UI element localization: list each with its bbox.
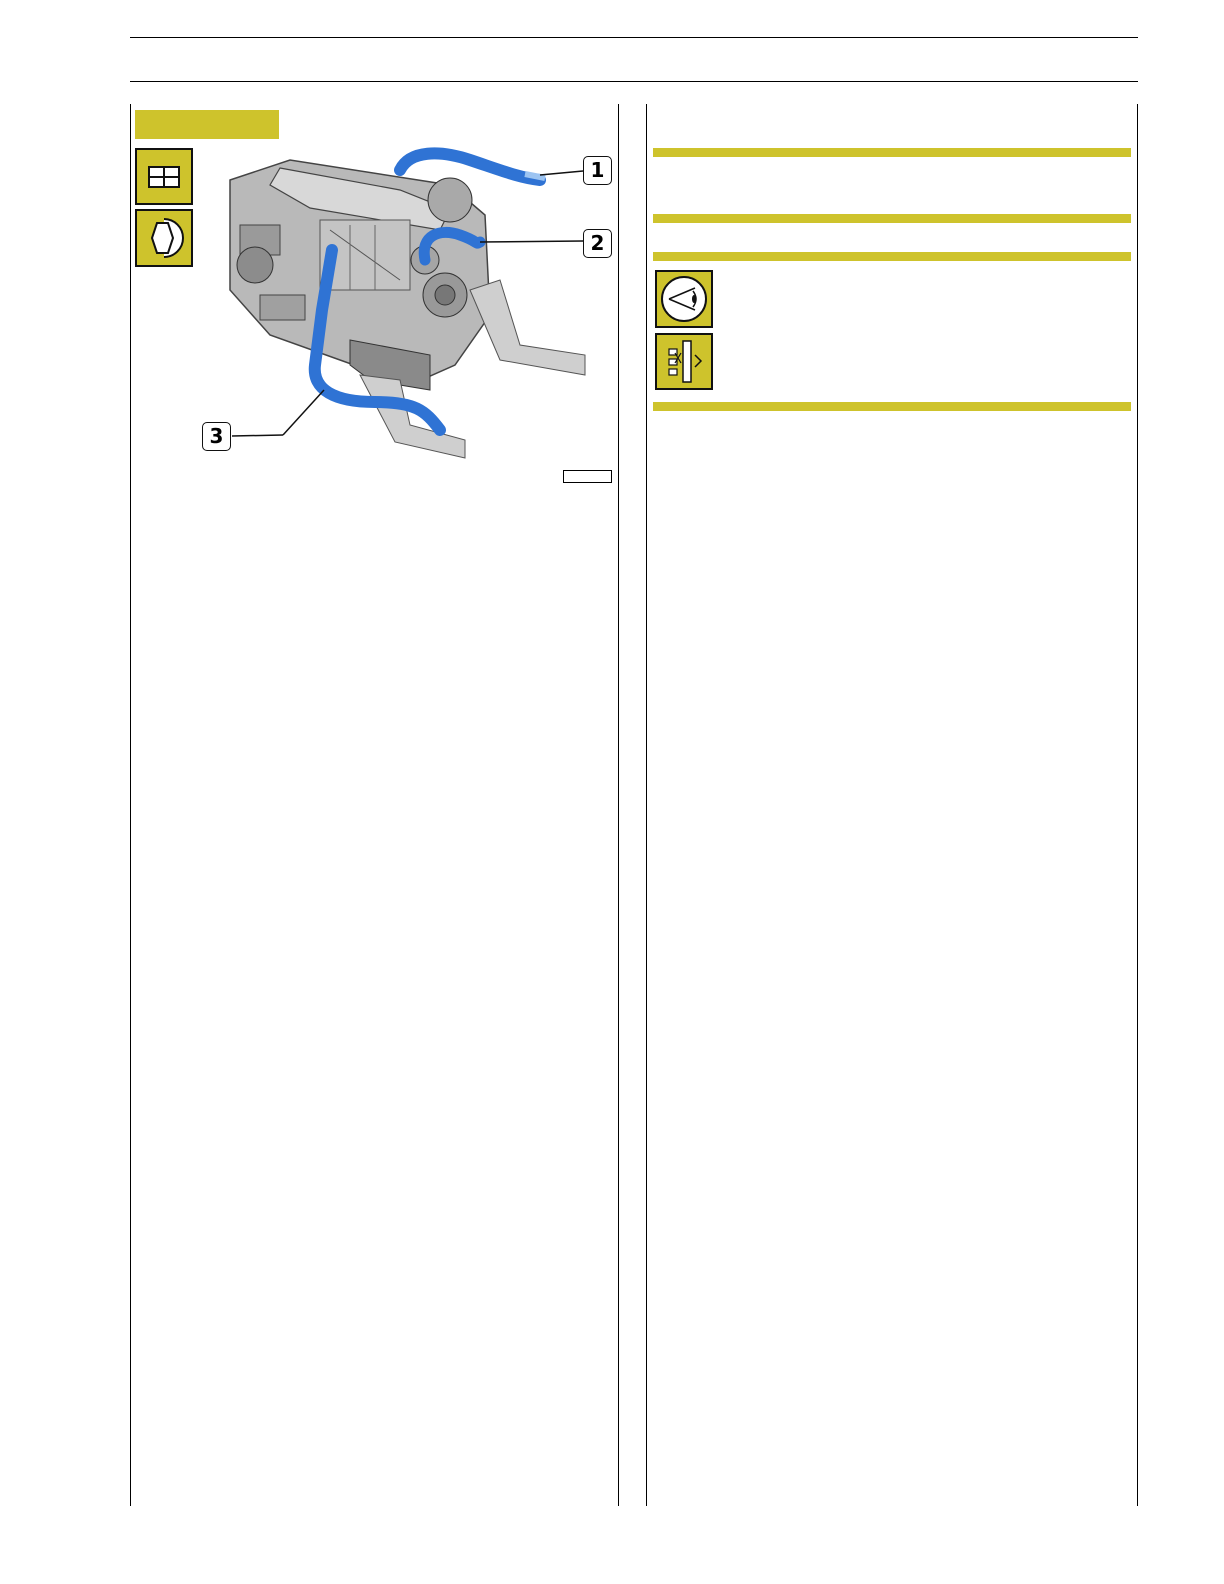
inspection-eye-icon <box>655 270 713 328</box>
section-title-band <box>135 110 279 139</box>
header-rule-bottom <box>130 81 1138 82</box>
tool-alignment-icon <box>655 333 713 390</box>
grid-window-icon <box>135 148 193 205</box>
band-1 <box>653 148 1131 157</box>
callout-1: 1 <box>583 156 612 185</box>
header-rule-top <box>130 37 1138 38</box>
callout-2: 2 <box>583 229 612 258</box>
engine-figure <box>200 140 620 470</box>
figure-reference-box <box>563 470 612 483</box>
band-3 <box>653 252 1131 261</box>
right-column-rule <box>1137 104 1138 1506</box>
hex-nut-torque-icon <box>135 209 193 267</box>
band-4 <box>653 402 1131 411</box>
left-column-rule <box>130 104 131 1506</box>
center-rule-right <box>646 104 647 1506</box>
band-2 <box>653 214 1131 223</box>
callout-3: 3 <box>202 422 231 451</box>
